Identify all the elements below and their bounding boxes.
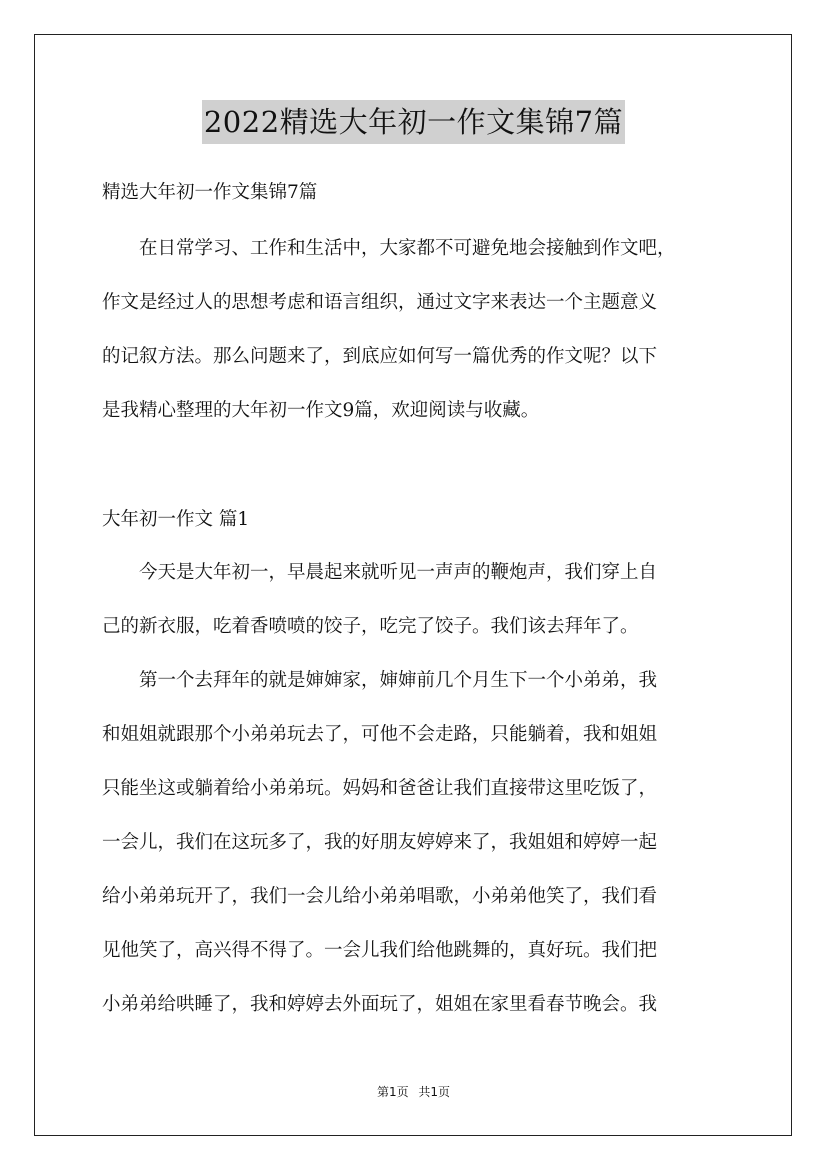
intro-paragraph [102, 222, 742, 438]
body-line: 第一个去拜年的就是婶婶家，婶婶前几个月生下一个小弟弟，我 [139, 670, 658, 691]
page-number-current: 第1页 [376, 1085, 409, 1099]
section-heading: 大年初一作文 篇1 [102, 509, 250, 530]
section-body [102, 546, 742, 1032]
page-footer [0, 1083, 827, 1100]
body-line: 今天是大年初一，早晨起来就听见一声声的鞭炮声，我们穿上自 [139, 562, 658, 583]
intro-line: 的记叙方法。那么问题来了，到底应如何写一篇优秀的作文呢？以下 [102, 346, 658, 367]
body-line: 见他笑了，高兴得不得了。一会儿我们给他跳舞的，真好玩。我们把 [102, 940, 658, 961]
document-title: 2022精选大年初一作文集锦7篇 [202, 100, 625, 144]
body-line: 只能坐这或躺着给小弟弟玩。妈妈和爸爸让我们直接带这里吃饭了， [102, 778, 658, 799]
body-line: 一会儿，我们在这玩多了，我的好朋友婷婷来了，我姐姐和婷婷一起 [102, 832, 658, 853]
intro-line: 作文是经过人的思想考虑和语言组织，通过文字来表达一个主题意义 [102, 292, 658, 313]
intro-line: 是我精心整理的大年初一作文9篇，欢迎阅读与收藏。 [102, 400, 540, 421]
body-line: 给小弟弟玩开了，我们一会儿给小弟弟唱歌，小弟弟他笑了，我们看 [102, 886, 658, 907]
body-line: 和姐姐就跟那个小弟弟玩去了，可他不会走路，只能躺着，我和姐姐 [102, 724, 658, 745]
intro-line: 在日常学习、工作和生活中，大家都不可避免地会接触到作文吧， [139, 238, 676, 259]
page-number-total: 共1页 [418, 1085, 451, 1099]
body-line: 己的新衣服，吃着香喷喷的饺子，吃完了饺子。我们该去拜年了。 [102, 616, 639, 637]
body-line: 小弟弟给哄睡了，我和婷婷去外面玩了，姐姐在家里看春节晚会。我 [102, 994, 658, 1015]
title-wrap [0, 100, 827, 144]
document-subtitle: 精选大年初一作文集锦7篇 [102, 182, 318, 203]
